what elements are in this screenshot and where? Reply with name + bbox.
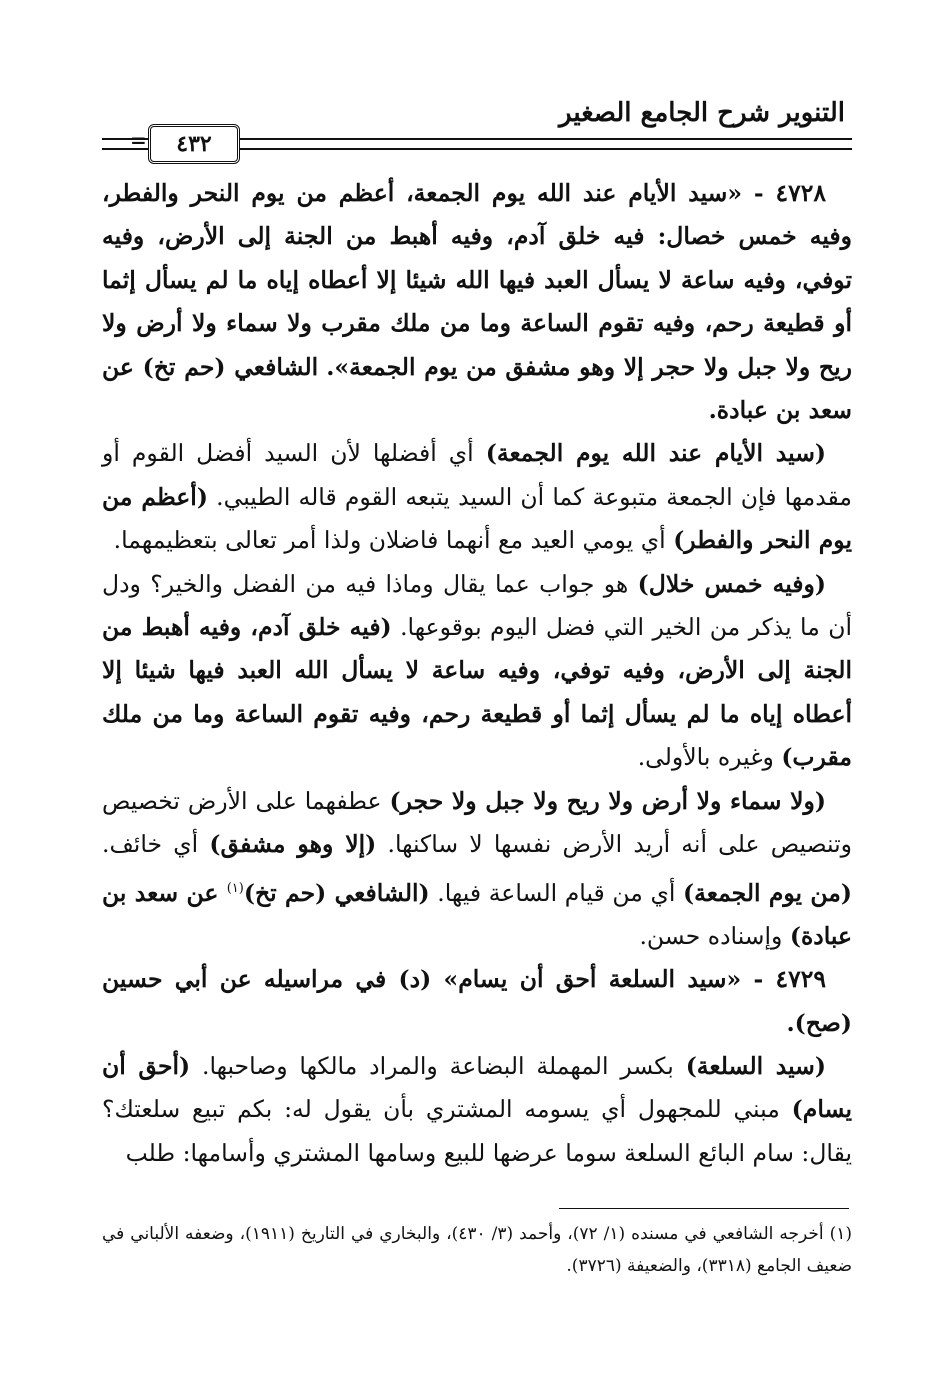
page-number: ٤٣٢	[148, 124, 240, 164]
footnote-marker[interactable]: (١)	[226, 880, 244, 896]
quoted-phrase: (أحق أن يسام)	[102, 1051, 852, 1124]
quoted-phrase: (وفيه خمس خلال)	[637, 569, 826, 598]
hadith-source: الشافعي (حم تخ) عن سعد بن عبادة.	[102, 352, 852, 425]
quoted-phrase: (الشافعي (حم تخ)	[243, 878, 430, 907]
hadith-4728: ٤٧٢٨ - «سيد الأيام عند الله يوم الجمعة، أعظم من يوم النحر والفطر، وفيه خمس خصال: فيه خلق آدم، وفيه أهبط من الجنة إلى الأرض، وفيه توفي، وفيه ساعة لا يسأل العبد فيها الله شيئا إلا أعطاه إياه ما لم يسأل إثما أو قطيعة رحم، وفيه تقوم الساعة وما من ملك مقرب ولا سماء ولا أرض ولا ريح ولا جبل ولا حجر إلا وهو مشفق من يوم الجمعة». الشافعي (حم تخ) عن سعد بن عبادة.	[102, 179, 852, 425]
footnote-rule	[559, 1208, 849, 1209]
commentary-text: وإسناده حسن.	[639, 921, 790, 950]
commentary-paragraph	[102, 1045, 852, 1175]
quoted-phrase: (فيه خلق آدم، وفيه أهبط من الجنة إلى الأرض، وفيه توفي، وفيه ساعة لا يسأل الله العبد فيها شيئا إلا أعطاه إياه ما لم يسأل إثما أو قطيعة رحم، وفيه تقوم الساعة وما من ملك مقرب)	[102, 613, 852, 772]
commentary-text: مبني للمجهول أي يسومه المشتري بأن يقول له: بكم تبيع سلعتك؟ يقال: سام البائع السلعة سوما عرضها للبيع وسامها المشتري وأسامها: طلب	[102, 1095, 852, 1167]
quoted-phrase: (سيد السلعة)	[685, 1051, 826, 1080]
hadith-text: «سيد الأيام عند الله يوم الجمعة، أعظم من يوم النحر والفطر، وفيه خمس خصال: فيه خلق آدم، وفيه أهبط من الجنة إلى الأرض، وفيه توفي، وفيه ساعة لا يسأل العبد فيها الله شيئا إلا أعطاه إياه ما لم يسأل إثما أو قطيعة رحم، وفيه تقوم الساعة وما من ملك مقرب ولا سماء ولا أرض ولا ريح ولا جبل ولا حجر إلا وهو مشفق من يوم الجمعة».	[102, 179, 852, 381]
footnote: (١) أخرجه الشافعي في مسنده (١/ ٧٢)، وأحمد (٣/ ٤٣٠)، والبخاري في التاريخ (١٩١١)، وضعفه الألباني في ضعيف الجامع (٣٣١٨)، والضعيفة (٣٧٢٦).	[102, 1224, 852, 1276]
hadith-number: ٤٧٢٨	[775, 179, 826, 207]
commentary-paragraph	[102, 563, 852, 780]
quoted-phrase: عن سعد بن عبادة)	[102, 878, 852, 950]
commentary-text: أي من قيام الساعة فيها.	[429, 878, 684, 907]
header-rule-end: =	[130, 128, 147, 152]
hadith-number: ٤٧٢٩	[775, 965, 826, 994]
quoted-phrase: (ولا سماء ولا أرض ولا ريح ولا جبل ولا حجر)	[389, 786, 826, 815]
commentary-text: أي يومي العيد مع أنهما فاضلان ولذا أمر تعالى بتعظيمهما.	[113, 526, 674, 555]
commentary-text: أي خائف.	[102, 830, 210, 859]
commentary-text: عطفهما على الأرض تخصيص وتنصيص على أنه أريد الأرض نفسها لا ساكنها.	[102, 786, 853, 859]
hadith-text: «سيد السلعة أحق أن يسام» (د) في مراسيله عن أبي حسين (صح).	[102, 965, 852, 1037]
commentary-paragraph	[102, 432, 852, 562]
hadith-4729: ٤٧٢٩ - «سيد السلعة أحق أن يسام» (د) في مراسيله عن أبي حسين (صح).	[102, 965, 852, 1037]
commentary-text: بكسر المهملة البضاعة والمراد مالكها وصاحبها.	[190, 1051, 686, 1080]
commentary-paragraph	[102, 780, 852, 958]
quoted-phrase: (من يوم الجمعة)	[683, 878, 852, 907]
running-title: التنوير شرح الجامع الصغير	[559, 98, 845, 128]
commentary-text: هو جواب عما يقال وماذا فيه من الفضل والخير؟ ودل أن ما يذكر من الخير التي فضل اليوم بوقوعها.	[102, 569, 852, 642]
commentary-text: أي أفضلها لأن السيد أفضل القوم أو مقدمها فإن الجمعة متبوعة كما أن السيد يتبعه القوم قاله الطيبي.	[102, 439, 852, 511]
quoted-phrase: (أعظم من يوم النحر والفطر)	[102, 482, 852, 555]
quoted-phrase: (سيد الأيام عند الله يوم الجمعة)	[485, 439, 827, 468]
quoted-phrase: (إلا وهو مشفق)	[209, 830, 377, 859]
main-text	[102, 172, 852, 1175]
commentary-text: وغيره بالأولى.	[637, 743, 782, 772]
